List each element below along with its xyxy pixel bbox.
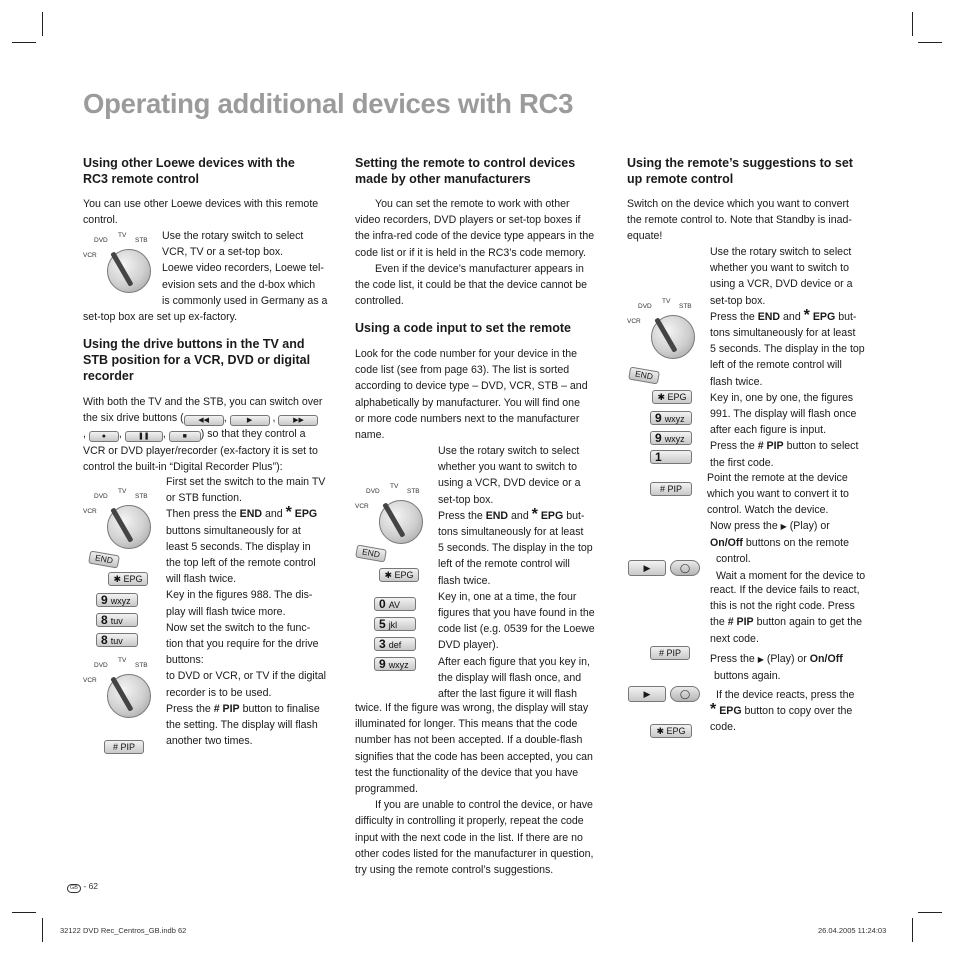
key-8-icon: 8 tuv bbox=[96, 613, 138, 627]
key-9-icon: 9 wxyz bbox=[96, 593, 138, 607]
col1-heading: Using other Loewe devices with the RC3 remote control bbox=[83, 156, 295, 186]
footer-datetime: 26.04.2005 11:24:03 bbox=[818, 926, 887, 935]
language-badge: GB bbox=[67, 884, 81, 893]
pip-key-icon: # PIP bbox=[104, 740, 144, 754]
col2-code-result: twice. If the figure was wrong, the display will stay illuminated for longer. This means that the code number has not been accepted. If a double-flash signifies that the code has been accepted, you can test the functionality of the device that you have programmed. If you are unable to control the device, or have difficulty in controlling it properly, repeat the code input with the next code in the list. If there are no other codes listed for the manufacturer in question, try using the remote control’s suggestions. bbox=[355, 702, 594, 877]
col3-play-again-step: Press the ▶ (Play) or On/Off buttons again. bbox=[710, 653, 843, 683]
page-title: Operating additional devices with RC3 bbox=[83, 88, 574, 119]
col2-heading-code: Using a code input to set the remote bbox=[355, 321, 571, 335]
end-key-icon: END bbox=[355, 544, 387, 562]
rotary-switch-icon: DVD TV STB VCR bbox=[83, 488, 153, 550]
key-0-icon: 0 AV bbox=[374, 597, 416, 611]
col3-steps: Use the rotary switch to select whether you want to switch to using a VCR, DVD device or a set-top box. Press the END and * EPG but- tons simultaneously for at least 5 seconds. The display in the top left of the remote control will flash twice. Key in, one by one, the figures 991. The display will flash once after each figure is input. Press the # PIP button to select the first code. bbox=[710, 246, 865, 469]
col2-code-steps: Use the rotary switch to select whether you want to switch to using a VCR, DVD device or a set-top box. Press the END and * EPG but- tons simultaneously for at least 5 seconds. The display in the top left of the remote control will flash twice. Key in, one at a time, the four figures that you have found in the code list (e.g. 0539 for the Loewe DVD player). After each figure that you key in, the display will flash once, and after the last figure it will flash bbox=[438, 445, 595, 701]
epg-key-icon: ✱ EPG bbox=[379, 568, 419, 582]
col3-heading: Using the remote’s suggestions to set up remote control bbox=[627, 156, 853, 186]
fast-forward-button-icon: ▶▶ bbox=[278, 415, 318, 426]
rotary-switch-icon: DVD TV STB VCR bbox=[627, 298, 697, 360]
epg-key-icon: ✱ EPG bbox=[652, 390, 692, 404]
page-number: GB - 62 bbox=[67, 881, 98, 893]
end-key-icon: END bbox=[628, 366, 660, 384]
rotary-switch-icon: DVD TV STB VCR bbox=[83, 657, 153, 719]
on-off-key-icon: ◯ bbox=[670, 686, 700, 702]
col1-intro: You can use other Loewe devices with this remote control. bbox=[83, 198, 319, 227]
key-1-icon: 1 bbox=[650, 450, 692, 464]
key-5-icon: 5 jkl bbox=[374, 617, 416, 631]
crop-mark bbox=[918, 42, 942, 43]
end-key-icon: END bbox=[88, 550, 120, 568]
crop-mark bbox=[12, 42, 36, 43]
epg-key-icon: ✱ EPG bbox=[650, 724, 692, 738]
footer-file: 32122 DVD Rec_Centros_GB.indb 62 bbox=[60, 926, 187, 935]
record-button-icon: ● bbox=[89, 431, 119, 442]
rotary-switch-icon: DVD TV STB VCR bbox=[355, 483, 425, 545]
pause-button-icon: ❚❚ bbox=[125, 431, 163, 442]
key-8-icon: 8 tuv bbox=[96, 633, 138, 647]
pip-key-icon: # PIP bbox=[650, 646, 690, 660]
crop-mark bbox=[42, 12, 43, 36]
crop-mark bbox=[912, 918, 913, 942]
crop-mark bbox=[42, 918, 43, 942]
crop-mark bbox=[12, 912, 36, 913]
col1-heading-drive: Using the drive buttons in the TV and STB position for a VCR, DVD or digital recorder bbox=[83, 337, 311, 383]
col3-retry-step: react. If the device fails to react, this is not the right code. Press the # PIP button again to get the next code. bbox=[710, 584, 862, 645]
crop-mark bbox=[912, 12, 913, 36]
pip-key-icon: # PIP bbox=[650, 482, 692, 496]
key-3-icon: 3 def bbox=[374, 637, 416, 651]
key-9-icon: 9 wxyz bbox=[374, 657, 416, 671]
col3-copy-step: If the device reacts, press the * EPG button to copy over the code. bbox=[710, 689, 855, 734]
key-9-icon: 9 wxyz bbox=[650, 411, 692, 425]
stop-button-icon: ■ bbox=[169, 431, 201, 442]
on-off-key-icon: ◯ bbox=[670, 560, 700, 576]
rewind-button-icon: ◀◀ bbox=[184, 415, 224, 426]
col3-play-step: Now press the ▶ (Play) or On/Off buttons on the remote control. Wait a moment for the device to bbox=[710, 520, 866, 582]
col2-intro: You can set the remote to work with other video recorders, DVD players or set-top boxes if the infra-red code of the device type appears in the code list or if it is held in the RC3’s code memory. Even if the device’s manufacturer appears in the code list, it could be that the device cannot be controlled. bbox=[355, 198, 595, 308]
col2-heading: Setting the remote to control devices made by other manufacturers bbox=[355, 156, 576, 186]
key-9-icon: 9 wxyz bbox=[650, 431, 692, 445]
col1-drive-steps: First set the switch to the main TV or STB function. Then press the END and * EPG buttons simultaneously for at least 5 seconds. The display in the top left of the remote control will flash twice. Key in the figures 988. The dis- play will flash twice more. Now set the switch to the func- tion that you require for the drive buttons: to DVD or VCR, or TV if the digital recorder is to be used. Press the # PIP button to finalise the setting. The display will flash another two times. bbox=[166, 476, 326, 748]
play-key-icon: ▶ bbox=[628, 560, 666, 576]
col1-drive-intro: With both the TV and the STB, you can switch over the six drive buttons ( ◀◀ , ▶ , ▶▶ , ● , ❚❚ , ■ ) so that they control a VCR or DVD player/recorder (ex-factory it is set to control the built-in “Digital Recorder Plus”): bbox=[83, 396, 323, 473]
col2-code-intro: Look for the code number for your device in the code list (see from page 63). The list is sorted according to device type – DVD, VCR, STB – and alphabetically by manufacturer. You will find one or more code numbers next to the manufacturer name. bbox=[355, 348, 588, 442]
rotary-switch-icon: DVD TV STB VCR bbox=[83, 232, 153, 294]
play-button-icon: ▶ bbox=[230, 415, 270, 426]
col3-intro: Switch on the device which you want to convert the remote control to. Note that Standby is inad- equate! bbox=[627, 198, 852, 243]
col1-step-select-tail: set-top box are set up ex-factory. bbox=[83, 311, 238, 323]
col3-point-step: Point the remote at the device which you want to convert it to control. Watch the device. bbox=[707, 472, 849, 517]
play-key-icon: ▶ bbox=[628, 686, 666, 702]
col1-step-select: Use the rotary switch to select VCR, TV or a set-top box. Loewe video recorders, Loewe tel- evision sets and the d-box which is commonly used in Germany as a bbox=[162, 230, 328, 307]
crop-mark bbox=[918, 912, 942, 913]
epg-key-icon: ✱ EPG bbox=[108, 572, 148, 586]
